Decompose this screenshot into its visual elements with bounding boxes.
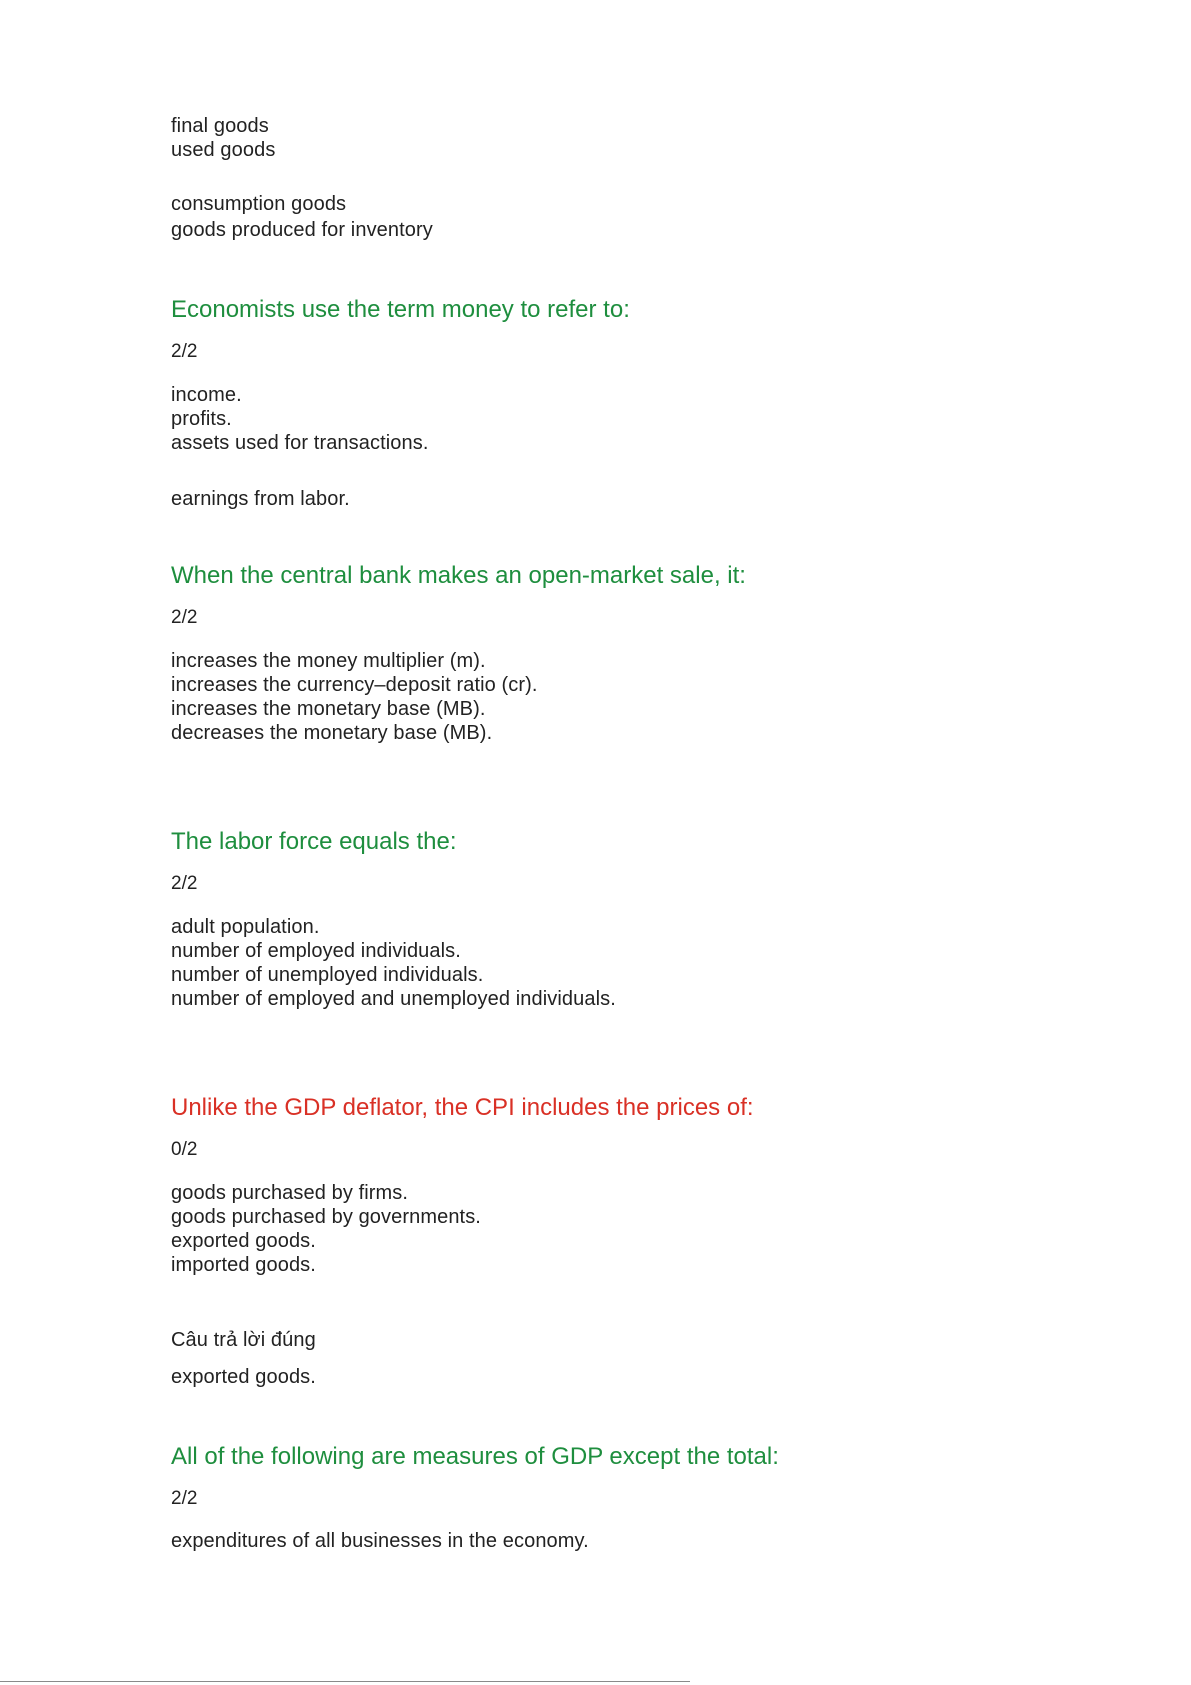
option-text: goods purchased by firms.	[171, 1182, 409, 1204]
correct-answer-label: Câu trả lời đúng	[171, 1329, 316, 1351]
question-score: 2/2	[171, 607, 198, 628]
option-text: increases the money multiplier (m).	[171, 650, 486, 672]
question-title: All of the following are measures of GDP except the total:	[171, 1443, 779, 1470]
question-score: 2/2	[171, 341, 198, 362]
question-score: 0/2	[171, 1139, 198, 1160]
option-text: exported goods.	[171, 1230, 316, 1252]
option-text: final goods	[171, 115, 269, 137]
option-text: number of unemployed individuals.	[171, 964, 484, 986]
page-divider	[0, 1681, 690, 1682]
option-text: decreases the monetary base (MB).	[171, 722, 493, 744]
option-text: adult population.	[171, 916, 320, 938]
question-title: Economists use the term money to refer to:	[171, 296, 630, 323]
correct-answer-text: exported goods.	[171, 1366, 316, 1388]
option-text: imported goods.	[171, 1254, 316, 1276]
option-text: increases the monetary base (MB).	[171, 698, 486, 720]
question-title: Unlike the GDP deflator, the CPI includes the prices of:	[171, 1094, 754, 1121]
option-text: expenditures of all businesses in the economy.	[171, 1530, 589, 1552]
question-score: 2/2	[171, 873, 198, 894]
option-text: goods purchased by governments.	[171, 1206, 481, 1228]
question-title: When the central bank makes an open-market sale, it:	[171, 562, 746, 589]
option-text: profits.	[171, 408, 232, 430]
option-text: number of employed and unemployed individuals.	[171, 988, 616, 1010]
option-text: assets used for transactions.	[171, 432, 429, 454]
option-text: number of employed individuals.	[171, 940, 461, 962]
option-text: income.	[171, 384, 242, 406]
option-text: consumption goods	[171, 193, 347, 215]
option-text: used goods	[171, 139, 276, 161]
option-text: earnings from labor.	[171, 488, 350, 510]
option-text: increases the currency–deposit ratio (cr).	[171, 674, 538, 696]
question-score: 2/2	[171, 1488, 198, 1509]
question-title: The labor force equals the:	[171, 828, 457, 855]
option-text: goods produced for inventory	[171, 219, 433, 241]
